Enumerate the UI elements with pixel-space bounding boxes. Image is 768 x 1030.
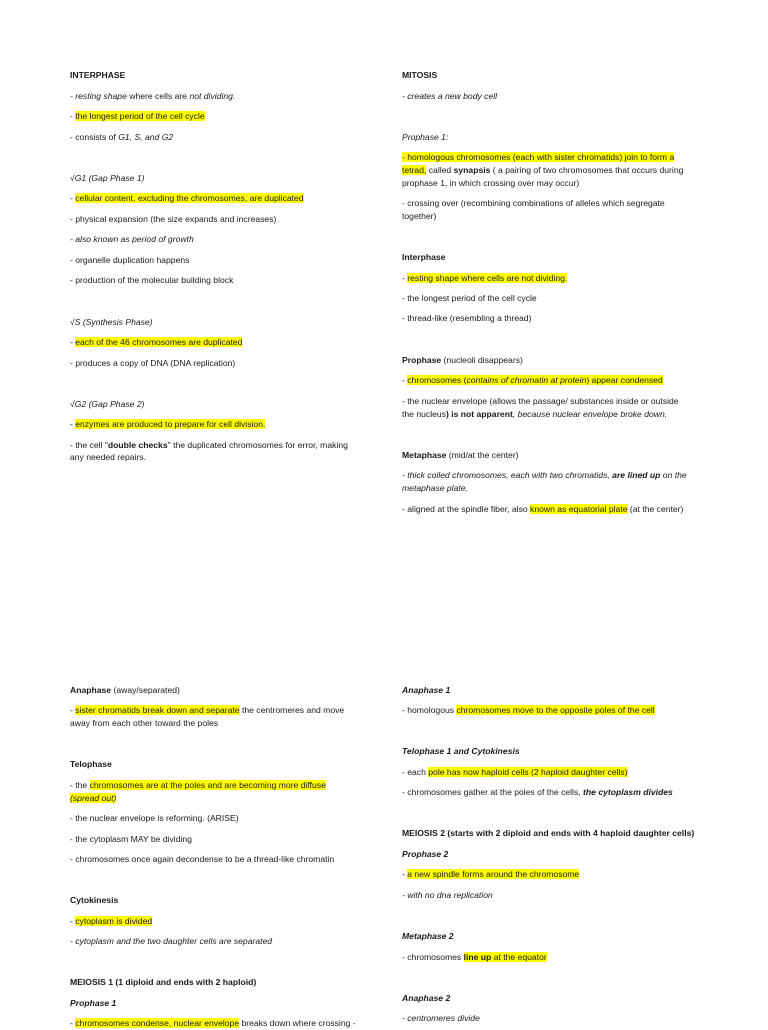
checkmark-icon: √	[70, 317, 75, 327]
meiosis1-prophase1: Prophase 1	[70, 998, 117, 1008]
g2-line-2-cont: any needed repairs.	[70, 452, 146, 462]
metaphase-line-1b: metaphase plate.	[402, 483, 468, 493]
s-title: √S (Synthesis Phase)	[70, 317, 153, 327]
highlight: chromosomes move to the opposite poles of the cell	[456, 705, 655, 715]
highlight: sister chromatids break down and separate	[75, 705, 240, 715]
interphase-subtitle: Interphase	[402, 252, 446, 262]
anaphase2-line-1: - centromeres divide	[402, 1013, 480, 1023]
highlight: known as equatorial plate	[530, 504, 628, 514]
prophase1-title: Prophase 1:	[402, 132, 449, 142]
highlight: chromosomes (	[407, 375, 467, 385]
prophase1-line-1	[402, 151, 694, 164]
meiosis1-line-1: - chromosomes condense, nuclear envelope breaks down where crossing -	[70, 1018, 356, 1028]
g1-line-4: - organelle duplication happens	[70, 255, 190, 265]
s-line-2: - produces a copy of DNA (DNA replication)	[70, 358, 236, 368]
interphase-line-1: - resting shape where cells are not dividing.	[70, 91, 236, 101]
telophase-line-1: - the chromosomes are at the poles and are becoming more diffuse	[70, 780, 326, 790]
interphase-line-3: - consists of G1, S, and G2	[70, 132, 174, 142]
cytokinesis-line-1: - cytoplasm is divided	[70, 916, 153, 926]
g2-title: √G2 (Gap Phase 2)	[70, 399, 145, 409]
telophase-line-1b	[70, 792, 362, 805]
g1-line-5: - production of the molecular building block	[70, 275, 234, 285]
g1-line-3: - also known as period of growth	[70, 234, 194, 244]
meiosis1-title: MEIOSIS 1 (1 diploid and ends with 2 haploid)	[70, 977, 257, 987]
highlight: line up	[463, 952, 492, 962]
prophase2-line-2: - with no dna replication	[402, 890, 493, 900]
prophase1-line-1b: tetrad, called synapsis ( a pairing of two chromosomes that occurs during	[402, 165, 684, 175]
g1-title: √G1 (Gap Phase 1)	[70, 173, 145, 183]
highlight: enzymes are produced to prepare for cell division.	[75, 419, 266, 429]
mitosis-heading: MITOSIS	[402, 70, 438, 80]
highlight: cytoplasm is divided	[75, 916, 153, 926]
anaphase-line-1b: away from each other toward the poles	[70, 718, 219, 728]
checkmark-icon: √	[70, 173, 75, 183]
telophase-line-4: - chromosomes once again decondense to be a thread-like chromatin	[70, 854, 335, 864]
metaphase2-title: Metaphase 2	[402, 931, 454, 941]
interphase-line-2: - the longest period of the cell cycle	[70, 111, 205, 121]
telophase1-line-2: - chromosomes gather at the poles of the cells, the cytoplasm divides	[402, 787, 673, 797]
highlight: (spread out)	[70, 793, 117, 803]
prophase-line-2b: the nucleus) is not apparent, because nuclear envelope broke down.	[402, 409, 668, 419]
prophase2-line-1: - a new spindle forms around the chromosome	[402, 869, 580, 879]
cytokinesis-title: Cytokinesis	[70, 895, 119, 905]
telophase-title: Telophase	[70, 759, 112, 769]
highlight: - homologous chromosomes (each with sister chromatids) join to form a	[402, 152, 675, 162]
prophase1-line-1c: prophase 1, in which crossing over may occur)	[402, 178, 580, 188]
metaphase-line-1: - thick coiled chromosomes, each with two chromatids, are lined up on the	[402, 470, 687, 480]
anaphase-line-1: - sister chromatids break down and separate the centromeres and move	[70, 705, 345, 715]
metaphase2-line-1: - chromosomes line up at the equator	[402, 952, 547, 962]
highlight: chromosomes are at the poles and are becoming more diffuse	[89, 780, 326, 790]
g2-line-1: - enzymes are produced to prepare for cell division.	[70, 419, 266, 429]
s-line-1: - each of the 46 chromosomes are duplicated	[70, 337, 243, 347]
interphase-r-line-1: - resting shape where cells are not dividing.	[402, 273, 568, 283]
highlight: pole has now haploid cells (2 haploid daughter cells)	[428, 767, 628, 777]
highlight: tetrad,	[402, 165, 427, 175]
g1-line-2: - physical expansion (the size expands and increases)	[70, 214, 277, 224]
g2-line-2: - the cell "double checks" the duplicated chromosomes for error, making	[70, 440, 348, 450]
anaphase1-title: Anaphase 1	[402, 685, 451, 695]
telophase1-line-1: - each pole has now haploid cells (2 haploid daughter cells)	[402, 767, 628, 777]
highlight: cellular content, excluding the chromosomes, are duplicated	[75, 193, 304, 203]
highlight: each of the 46 chromosomes are duplicated	[75, 337, 243, 347]
cytokinesis-line-2: - cytoplasm and the two daughter cells are separated	[70, 936, 273, 946]
prophase-title: Prophase (nucleoli disappears)	[402, 355, 523, 365]
prophase1-line-2: - crossing over (recombining combinations of alleles which segregate	[402, 198, 665, 208]
telophase-line-2: - the nuclear envelope is reforming. (ARISE)	[70, 813, 239, 823]
anaphase1-line-1: - homologous chromosomes move to the opposite poles of the cell	[402, 705, 655, 715]
prophase-line-2: - the nuclear envelope (allows the passage/ substances inside or outside	[402, 396, 679, 406]
metaphase-line-2: - aligned at the spindle fiber, also known as equatorial plate (at the center)	[402, 504, 684, 514]
prophase1-line-2b: together)	[402, 211, 437, 221]
interphase-r-line-3: - thread-like (resembling a thread)	[402, 313, 532, 323]
telophase-line-3: - the cytoplasm MAY be dividing	[70, 834, 192, 844]
highlight: a new spindle forms around the chromosome	[407, 869, 580, 879]
prophase2-title: Prophase 2	[402, 849, 449, 859]
metaphase-title: Metaphase (mid/at the center)	[402, 450, 519, 460]
highlight: the longest period of the cell cycle	[75, 111, 205, 121]
telophase1-title: Telophase 1 and Cytokinesis	[402, 746, 520, 756]
highlight: resting shape where cells are not dividing.	[407, 273, 568, 283]
g1-line-1: - cellular content, excluding the chromosomes, are duplicated	[70, 193, 304, 203]
prophase-line-1: - chromosomes (contains of chromatin at protein) appear condensed	[402, 375, 663, 385]
anaphase2-title: Anaphase 2	[402, 993, 451, 1003]
interphase-heading: INTERPHASE	[70, 70, 126, 80]
anaphase-title: Anaphase (away/separated)	[70, 685, 180, 695]
meiosis2-title: MEIOSIS 2 (starts with 2 diploid and ends with 4 haploid daughter cells)	[402, 828, 695, 838]
mitosis-line-1: - creates a new body cell	[402, 91, 498, 101]
interphase-r-line-2: - the longest period of the cell cycle	[402, 293, 537, 303]
highlight: chromosomes condense, nuclear envelope	[75, 1018, 240, 1028]
checkmark-icon: √	[70, 399, 75, 409]
